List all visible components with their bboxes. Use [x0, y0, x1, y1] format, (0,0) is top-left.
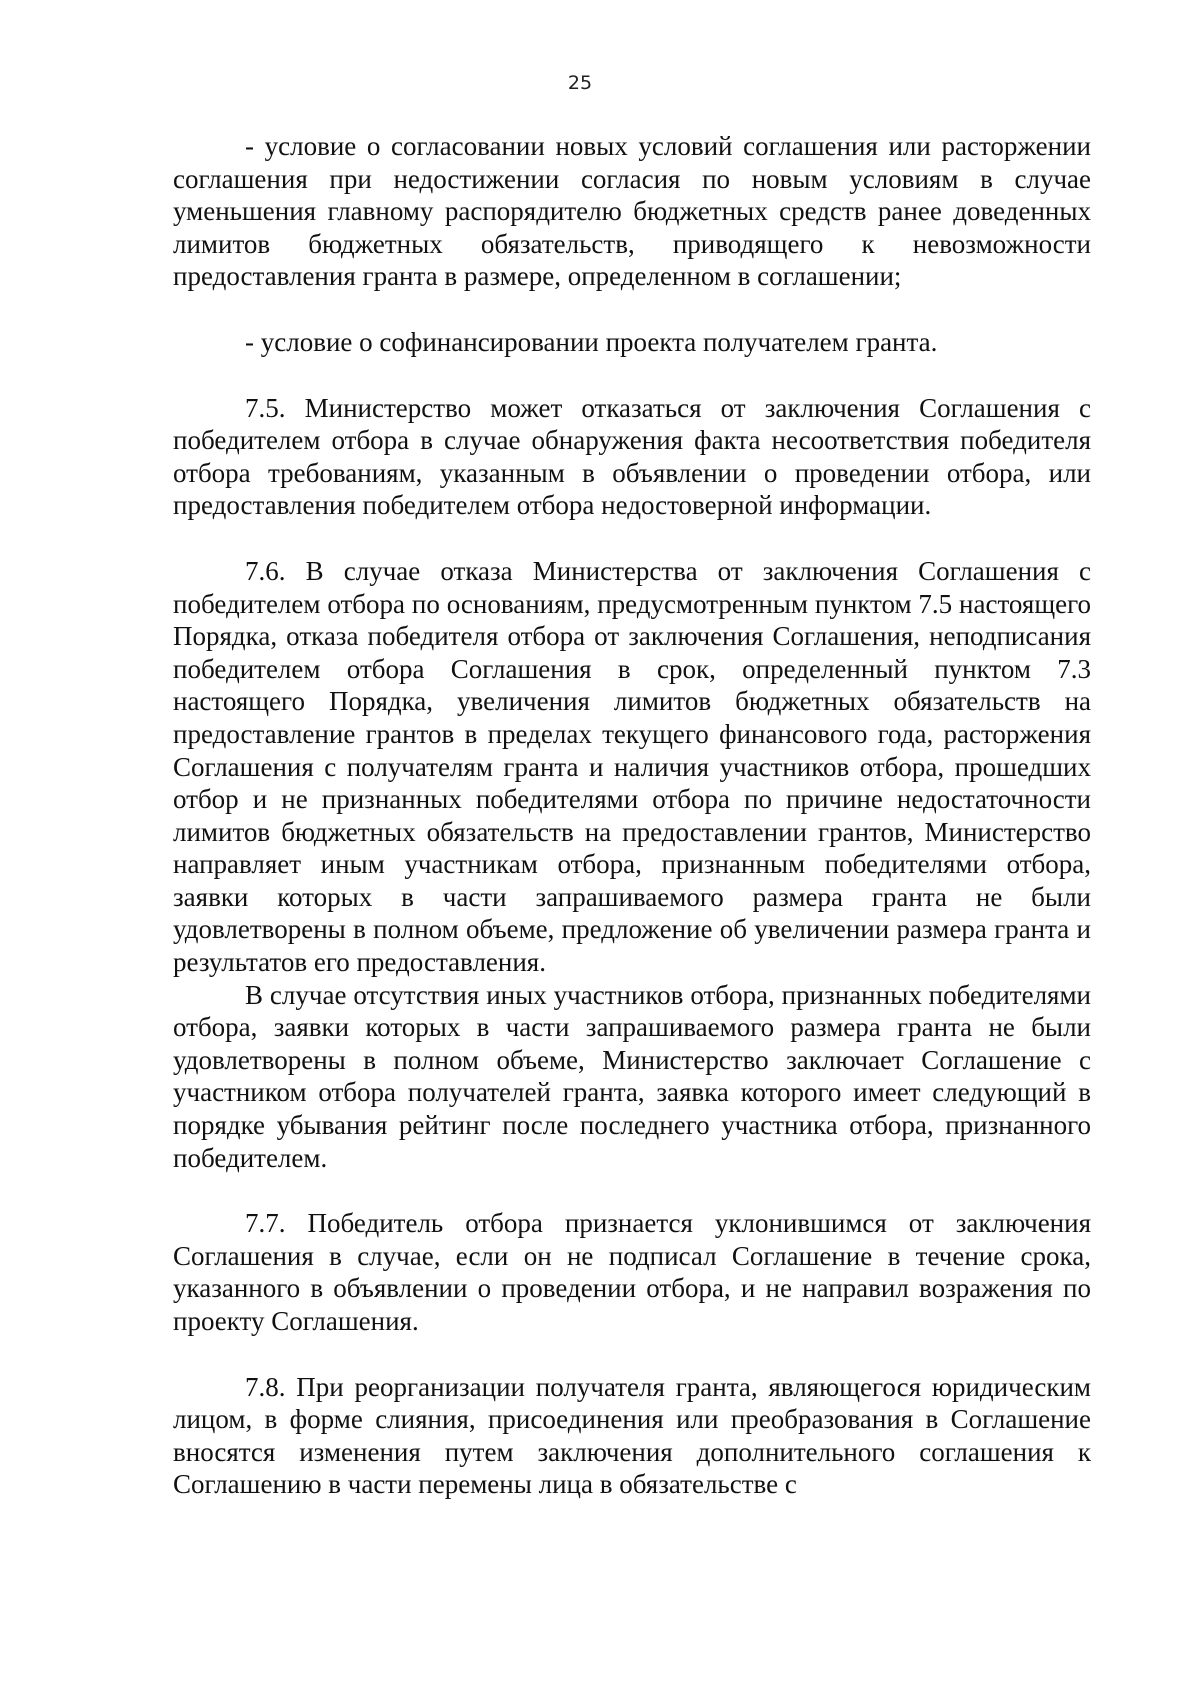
- paragraph-7-5: 7.5. Министерство может отказаться от заключения Соглашения с победителем отбора в случае обнаружения факта несоответствия победителя отбора требованиям, указанным в объявлении о проведении отбора, или предоставления победителем отбора недостоверной информации.: [173, 392, 1091, 521]
- page-number: 25: [567, 72, 593, 94]
- paragraph-condition-cofinancing: - условие о софинансировании проекта получателем гранта.: [245, 326, 938, 357]
- document-body: [173, 130, 1091, 1501]
- paragraph-condition-renegotiation: - условие о согласовании новых условий соглашения или расторжении соглашения при недостижении согласия по новым условиям в случае уменьшения главному распорядителю бюджетных средств ранее доведенных лимитов бюджетных обязательств, приводящего к невозможности предоставления гранта в размере, определенном в соглашении;: [173, 131, 1091, 292]
- paragraph-7-8: 7.8. При реорганизации получателя гранта, являющегося юридическим лицом, в форме слияния, присоединения или преобразования в Соглашение вносятся изменения путем заключения дополнительного соглашения к Соглашению в части перемены лица в обязательстве с: [173, 1371, 1091, 1500]
- paragraph-7-6-continued: В случае отсутствия иных участников отбора, признанных победителями отбора, заявки которых в части запрашиваемого размера гранта не были удовлетворены в полном объеме, Министерство заключает Соглашение с участником отбора получателей гранта, заявка которого имеет следующий в порядке убывания рейтинг после последнего участника отбора, признанного победителем.: [173, 979, 1091, 1173]
- paragraph-7-6: 7.6. В случае отказа Министерства от заключения Соглашения с победителем отбора по основаниям, предусмотренным пунктом 7.5 настоящего Порядка, отказа победителя отбора от заключения Соглашения, неподписания победителем отбора Соглашения в срок, определенный пунктом 7.3 настоящего Порядка, увеличения лимитов бюджетных обязательств на предоставление грантов в пределах текущего финансового года, расторжения Соглашения с получателям гранта и наличия участников отбора, прошедших отбор и не признанных победителями отбора по причине недостаточности лимитов бюджетных обязательств на предоставлении грантов, Министерство направляет иным участникам отбора, признанным победителями отбора, заявки которых в части запрашиваемого размера гранта не были удовлетворены в полном объеме, предложение об увеличении размера гранта и результатов его предоставления.: [173, 555, 1091, 978]
- paragraph-7-7: 7.7. Победитель отбора признается уклонившимся от заключения Соглашения в случае, если он не подписал Соглашение в течение срока, указанного в объявлении о проведении отбора, и не направил возражения по проекту Соглашения.: [173, 1208, 1091, 1336]
